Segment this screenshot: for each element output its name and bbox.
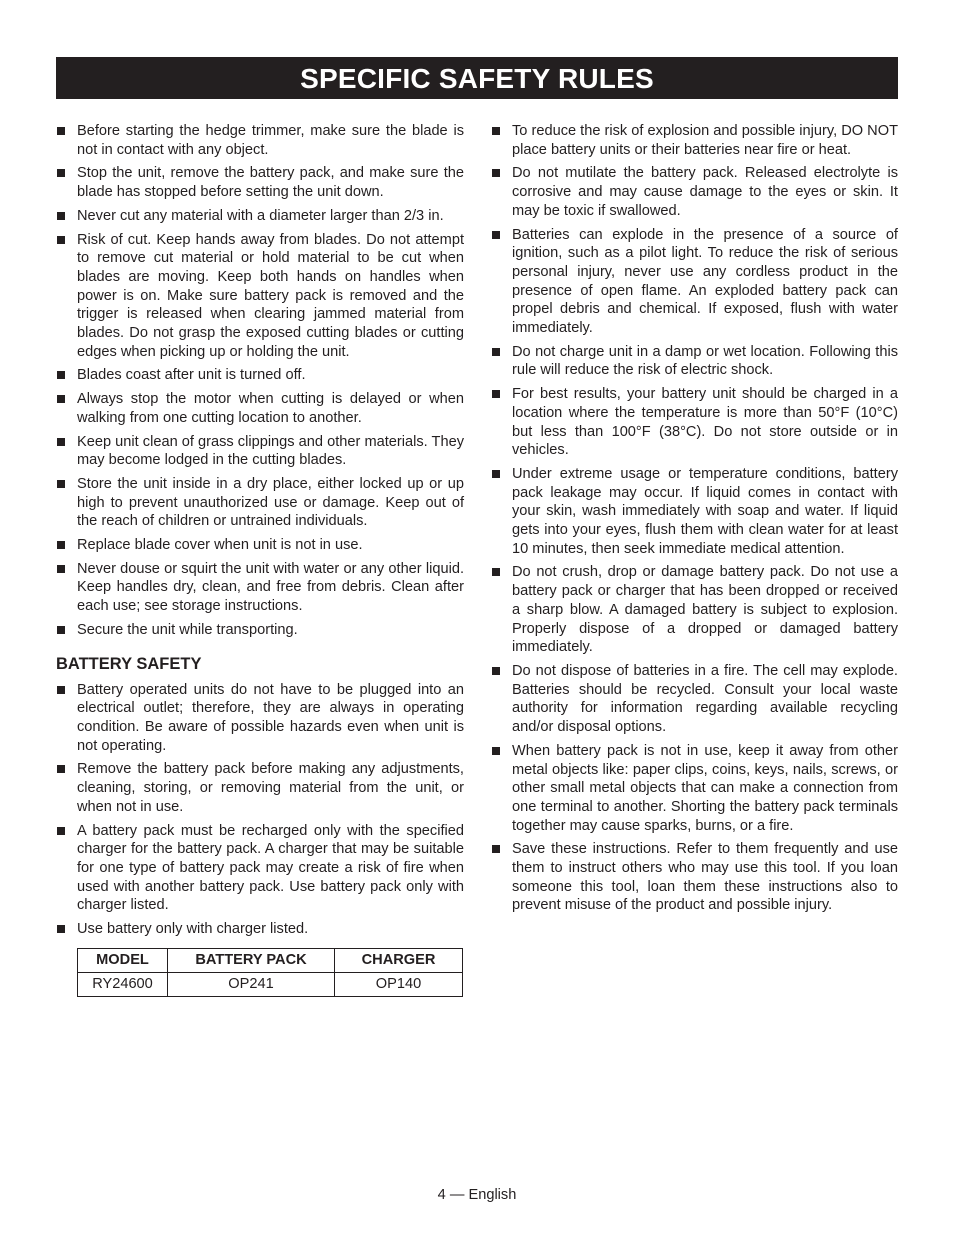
list-item — [56, 231, 464, 362]
rule-text: Battery operated units do not have to be plugged into an electrical outlet; therefore, they are always in operating condition. Be aware of possible hazards even when unit is not operating. — [77, 681, 464, 754]
list-item — [491, 465, 898, 559]
list-item — [491, 122, 898, 159]
square-bullet-icon — [57, 127, 65, 135]
page-title: SPECIFIC SAFETY RULES — [56, 57, 898, 99]
square-bullet-icon — [492, 667, 500, 675]
column-header-charger: CHARGER — [335, 948, 463, 972]
square-bullet-icon — [492, 845, 500, 853]
rule-text: Do not dispose of batteries in a fire. The cell may explode. Batteries should be recycled. Consult your local waste authority for information regarding available recycling and/or disposal options. — [512, 662, 898, 736]
rule-text: To reduce the risk of explosion and possible injury, DO NOT place battery units or their batteries near fire or heat. — [512, 123, 898, 158]
table-row — [78, 972, 463, 996]
rule-text: Remove the battery pack before making any adjustments, cleaning, storing, or removing material from the unit, or when not in use. — [77, 761, 464, 815]
square-bullet-icon — [492, 231, 500, 239]
square-bullet-icon — [492, 169, 500, 177]
rule-text: Blades coast after unit is turned off. — [77, 367, 306, 384]
list-item — [56, 681, 464, 756]
rule-text: Replace blade cover when unit is not in use. — [77, 537, 363, 554]
square-bullet-icon — [57, 480, 65, 488]
rule-text: Under extreme usage or temperature conditions, battery pack leakage may occur. If liquid comes in contact with your skin, wash immediately with soap and water. If liquid gets into your eyes, flush them with clean water for at least 10 minutes, then seek immediate medical attention. — [512, 465, 898, 557]
list-item — [56, 433, 464, 470]
list-item — [491, 563, 898, 657]
square-bullet-icon — [492, 470, 500, 478]
square-bullet-icon — [57, 395, 65, 403]
list-item — [491, 385, 898, 460]
rule-text: Risk of cut. Keep hands away from blades. Do not attempt to remove cut material or hold material to be cut when blades are moving. Keep both hands on handles when power is on. Make sure battery pack is removed and the trigger is released when clearing jammed material from blades. Do not grasp the exposed cutting blades or cutting edges when picking up or holding the unit. — [77, 231, 464, 360]
list-item — [56, 475, 464, 531]
rule-text: A battery pack must be recharged only with the specified charger for the battery pack. A charger that may be suitable for one type of battery pack may create a risk of fire when used with another battery pack. Use battery pack only with charger listed. — [77, 822, 464, 914]
list-item — [56, 621, 464, 640]
list-item — [56, 122, 464, 159]
list-item — [491, 840, 898, 915]
rule-text: Do not crush, drop or damage battery pack. Do not use a battery pack or charger that has been dropped or received a sharp blow. A damaged battery is subject to explosion. Properly dispose of a dropped or damaged battery immediately. — [512, 564, 898, 656]
rule-text: When battery pack is not in use, keep it away from other metal objects like: paper clips, coins, keys, nails, screws, or other small metal objects that can make a connection from one terminal to another. Shorting the battery pack terminals together may cause sparks, burns, or a fire. — [512, 742, 898, 834]
safety-rules-list — [56, 122, 464, 640]
list-item — [56, 390, 464, 427]
square-bullet-icon — [57, 925, 65, 933]
square-bullet-icon — [57, 438, 65, 446]
rule-text: Do not mutilate the battery pack. Released electrolyte is corrosive and may cause damage to the eyes or skin. It may be toxic if swallowed. — [512, 165, 898, 219]
model-cell: RY24600 — [78, 972, 168, 996]
rule-text: Always stop the motor when cutting is delayed or when walking from one cutting location to another. — [77, 391, 464, 426]
column-header-battery-pack: BATTERY PACK — [168, 948, 335, 972]
rule-text: Use battery only with charger listed. — [77, 921, 309, 938]
right-column — [491, 122, 898, 920]
square-bullet-icon — [57, 169, 65, 177]
rule-text: Save these instructions. Refer to them frequently and use them to instruct others who may use this tool. If you loan someone this tool, loan them these instructions also to prevent misuse of the product and possible injury. — [512, 841, 898, 914]
list-item — [491, 662, 898, 737]
rule-text: Stop the unit, remove the battery pack, and make sure the blade has stopped before setting the unit down. — [77, 165, 464, 201]
charger-cell: OP140 — [335, 972, 463, 996]
square-bullet-icon — [57, 212, 65, 220]
square-bullet-icon — [492, 747, 500, 755]
square-bullet-icon — [492, 568, 500, 576]
list-item — [56, 822, 464, 916]
battery-safety-heading: BATTERY SAFETY — [56, 654, 202, 673]
rule-text: Batteries can explode in the presence of a source of ignition, such as a pilot light. To reduce the risk of serious personal injury, never use any cordless product in the presence of open flame. An exploded battery pack can propel debris and chemical. If exposed, flush with water immediately. — [512, 226, 898, 337]
rule-text: Secure the unit while transporting. — [77, 621, 298, 638]
page-footer: 4 — English — [437, 1187, 517, 1203]
rule-text: Keep unit clean of grass clippings and other materials. They may become lodged in the cutting blades. — [77, 433, 464, 469]
list-item — [491, 343, 898, 380]
rule-text: For best results, your battery unit should be charged in a location where the temperature is more than 50°F (10°C) but less than 100°F (38°C). Do not store outside or in vehicles. — [512, 386, 898, 459]
rule-text: Before starting the hedge trimmer, make sure the blade is not in contact with any object. — [77, 123, 464, 158]
square-bullet-icon — [57, 371, 65, 379]
table-header-row — [78, 948, 463, 972]
list-item — [491, 226, 898, 338]
list-item — [56, 760, 464, 816]
rule-text: Never cut any material with a diameter larger than 2/3 in. — [77, 207, 444, 224]
battery-rules-list-continued — [491, 122, 898, 915]
battery-pack-cell: OP241 — [168, 972, 335, 996]
column-header-model: MODEL — [78, 948, 168, 972]
list-item — [56, 366, 464, 385]
left-column — [56, 122, 464, 997]
list-item — [56, 536, 464, 555]
rule-text: Store the unit inside in a dry place, either locked up or up high to prevent unauthorized use or damage. Keep out of the reach of children or untrained individuals. — [77, 475, 464, 530]
square-bullet-icon — [57, 236, 65, 244]
list-item — [491, 742, 898, 836]
rule-text: Do not charge unit in a damp or wet location. Following this rule will reduce the risk of electric shock. — [512, 343, 898, 379]
list-item — [491, 164, 898, 220]
square-bullet-icon — [492, 127, 500, 135]
square-bullet-icon — [57, 686, 65, 694]
square-bullet-icon — [57, 541, 65, 549]
battery-rules-list — [56, 681, 464, 939]
charger-table — [77, 948, 463, 997]
square-bullet-icon — [492, 348, 500, 356]
list-item — [56, 207, 464, 226]
square-bullet-icon — [492, 390, 500, 398]
rule-text: Never douse or squirt the unit with water or any other liquid. Keep handles dry, clean, and free from debris. Clean after each use; see storage instructions. — [77, 560, 464, 615]
square-bullet-icon — [57, 565, 65, 573]
list-item — [56, 560, 464, 616]
square-bullet-icon — [57, 765, 65, 773]
list-item — [56, 164, 464, 201]
list-item — [56, 920, 464, 939]
square-bullet-icon — [57, 626, 65, 634]
square-bullet-icon — [57, 827, 65, 835]
